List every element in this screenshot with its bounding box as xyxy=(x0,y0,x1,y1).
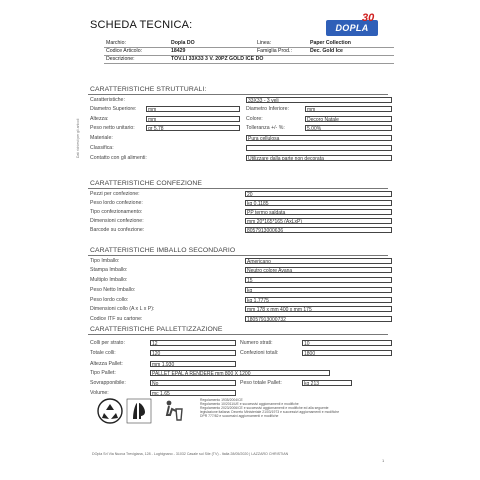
contatto-alimenti-value: Utilizzare dalla parte non decorata xyxy=(246,155,392,161)
totale-colli-label: Totale colli: xyxy=(90,350,116,356)
barcode-label: Barcode su confezione: xyxy=(90,227,145,233)
diametro-inferiore-label: Diametro Inferiore: xyxy=(246,106,289,112)
caratteristiche-value: 33X33 - 3 veli xyxy=(246,97,392,103)
page-title: SCHEDA TECNICA: xyxy=(90,19,193,31)
tidyman-icon xyxy=(160,398,186,424)
volume-label: Volume: xyxy=(90,390,109,396)
tipo-pallet-value: PALLET EPAL A RENDERE mm 800 X 1200 xyxy=(150,370,330,376)
section-divider xyxy=(88,255,388,256)
logo-text: DOPLA xyxy=(326,20,378,36)
header-divider xyxy=(104,63,394,64)
recycle-icon xyxy=(96,397,124,425)
logo-badge: 30 xyxy=(362,12,375,24)
side-note: Dati richiesti per gli articoli xyxy=(76,118,80,158)
dimensioni-confezione-label: Dimensioni confezione: xyxy=(90,218,144,224)
peso-lordo-collo-label: Peso lordo collo: xyxy=(90,297,129,303)
dimensioni-confezione-value: mm 20*165*165 (AxLxP) xyxy=(245,218,392,224)
multiplo-imballo-label: Multiplo Imballo: xyxy=(90,277,128,283)
tolleranza-value: 5,00% xyxy=(305,125,392,131)
peso-totale-pallet-value: kg 213 xyxy=(302,380,352,386)
codice-value: 18429 xyxy=(171,48,186,54)
dopla-logo xyxy=(324,10,384,44)
materiale-label: Materiale: xyxy=(90,135,113,141)
tipo-pallet-label: Tipo Pallet: xyxy=(90,370,116,376)
tipo-imballo-value: Americano xyxy=(245,258,392,264)
marchio-label: Marchio: xyxy=(106,40,126,46)
codice-itf-label: Codice ITF su cartone: xyxy=(90,316,143,322)
classifica-label: Classifica: xyxy=(90,145,114,151)
codice-itf-value: 18057913000732 xyxy=(245,316,392,322)
header-divider xyxy=(104,55,394,56)
stampa-imballo-value: Neutro colore Avana xyxy=(245,267,392,273)
barcode-value: 8057913000636 xyxy=(245,227,392,233)
classifica-value xyxy=(246,145,392,151)
pezzi-label: Pezzi per confezione: xyxy=(90,191,140,197)
famiglia-value: Dec. Gold Ice xyxy=(310,48,343,54)
materiale-value: Pura cellulosa xyxy=(246,135,392,141)
regulation-line: Regolamento 2023/2006/CE e successivi aggiornamenti e modifiche ed alla seguente xyxy=(200,406,329,410)
multiplo-imballo-value: 15 xyxy=(245,277,392,283)
header-divider xyxy=(104,47,394,48)
regulation-line: Regolamento 1935/2004/CE xyxy=(200,398,243,402)
marchio-value: Dopla DO xyxy=(171,40,195,46)
numero-strati-label: Numero strati: xyxy=(240,340,273,346)
regulation-line: Regolamento 10/2011/UE e successivi aggiornamenti e modifiche xyxy=(200,402,299,406)
linea-label: Linea: xyxy=(257,40,272,46)
pezzi-value: 20 xyxy=(245,191,392,197)
peso-netto-imballo-value: kg xyxy=(245,287,392,293)
peso-lordo-confezione-value: kg 0,1185 xyxy=(245,200,392,206)
colli-strato-label: Colli per strato: xyxy=(90,340,125,346)
dimensioni-collo-value: mm 178 x mm 400 x mm 175 xyxy=(245,306,392,312)
volume-value: mc 1,65 xyxy=(150,390,236,396)
section-title-imballo: CARATTERISTICHE IMBALLO SECONDARIO xyxy=(90,247,236,254)
descrizione-value: TOV.LI 33X33 3 V. 20PZ GOLD ICE DO xyxy=(171,56,264,62)
section-title-confezione: CARATTERISTICHE CONFEZIONE xyxy=(90,180,202,187)
numero-strati-value: 10 xyxy=(302,340,392,346)
descrizione-label: Descrizione: xyxy=(106,56,135,62)
sovrapponibile-value: No xyxy=(150,380,236,386)
tipo-confezionamento-label: Tipo confezionamento: xyxy=(90,209,143,215)
diametro-superiore-value: mm xyxy=(146,106,240,112)
diametro-superiore-label: Diametro Superiore: xyxy=(90,106,137,112)
food-contact-icon xyxy=(126,398,152,424)
caratteristiche-label: Caratteristiche: xyxy=(90,97,125,103)
altezza-pallet-value: mm 1.930 xyxy=(150,361,236,367)
confezioni-totali-label: Confezioni totali: xyxy=(240,350,279,356)
tolleranza-label: Tolleranza +/- %: xyxy=(246,125,285,131)
colore-label: Colore: xyxy=(246,116,263,122)
colore-value: Decoro Natale xyxy=(305,116,392,122)
peso-netto-unitario-value: gr 5,78 xyxy=(146,125,240,131)
section-title-strutturali: CARATTERISTICHE STRUTTURALI: xyxy=(90,86,207,93)
totale-colli-value: 120 xyxy=(150,350,236,356)
page-number: 1 xyxy=(382,458,385,463)
diametro-inferiore-value: mm xyxy=(305,106,392,112)
sovrapponibile-label: Sovrapponibile: xyxy=(90,380,126,386)
tipo-imballo-label: Tipo Imballo: xyxy=(90,258,120,264)
stampa-imballo-label: Stampa Imballo: xyxy=(90,267,128,273)
tipo-confezionamento-value: PP termo saldata xyxy=(245,209,392,215)
contatto-alimenti-label: Contatto con gli alimenti: xyxy=(90,155,147,161)
regulation-line: legislazione italiana: Decreto Ministeriale 21/03/1973 e successivi aggiornamenti e modifiche xyxy=(200,410,340,414)
codice-label: Codice Articolo: xyxy=(106,48,143,54)
peso-netto-unitario-label: Peso netto unitario: xyxy=(90,125,135,131)
footer: DOpla Srl Via Nuova Trevigiana, 128 - Lughignano - 31032 Casale sul Sile (TV) - Italia 28/05/2020 | LAZZARO CHRISTIAN xyxy=(92,452,289,456)
regulation-line: DPR 777/82 e successivi aggiornamenti e modifiche xyxy=(200,414,279,418)
peso-totale-pallet-label: Peso totale Pallet: xyxy=(240,380,282,386)
section-title-pallet: CARATTERISTICHE PALLETTIZZAZIONE xyxy=(90,326,223,333)
dimensioni-collo-label: Dimensioni collo (A x L x P): xyxy=(90,306,155,312)
section-divider xyxy=(88,188,388,189)
linea-value: Paper Collection xyxy=(310,40,351,46)
peso-lordo-collo-value: kg 1,7775 xyxy=(245,297,392,303)
peso-lordo-confezione-label: Peso lordo confezione: xyxy=(90,200,143,206)
altezza-pallet-label: Altezza Pallet: xyxy=(90,361,123,367)
peso-netto-imballo-label: Peso Netto Imballo: xyxy=(90,287,136,293)
section-divider xyxy=(88,334,388,335)
altezza-value: mm xyxy=(146,116,240,122)
altezza-label: Altezza: xyxy=(90,116,109,122)
colli-strato-value: 12 xyxy=(150,340,236,346)
confezioni-totali-value: 1800 xyxy=(302,350,392,356)
section-divider xyxy=(88,94,388,95)
famiglia-label: Famiglia Prod.: xyxy=(257,48,292,54)
